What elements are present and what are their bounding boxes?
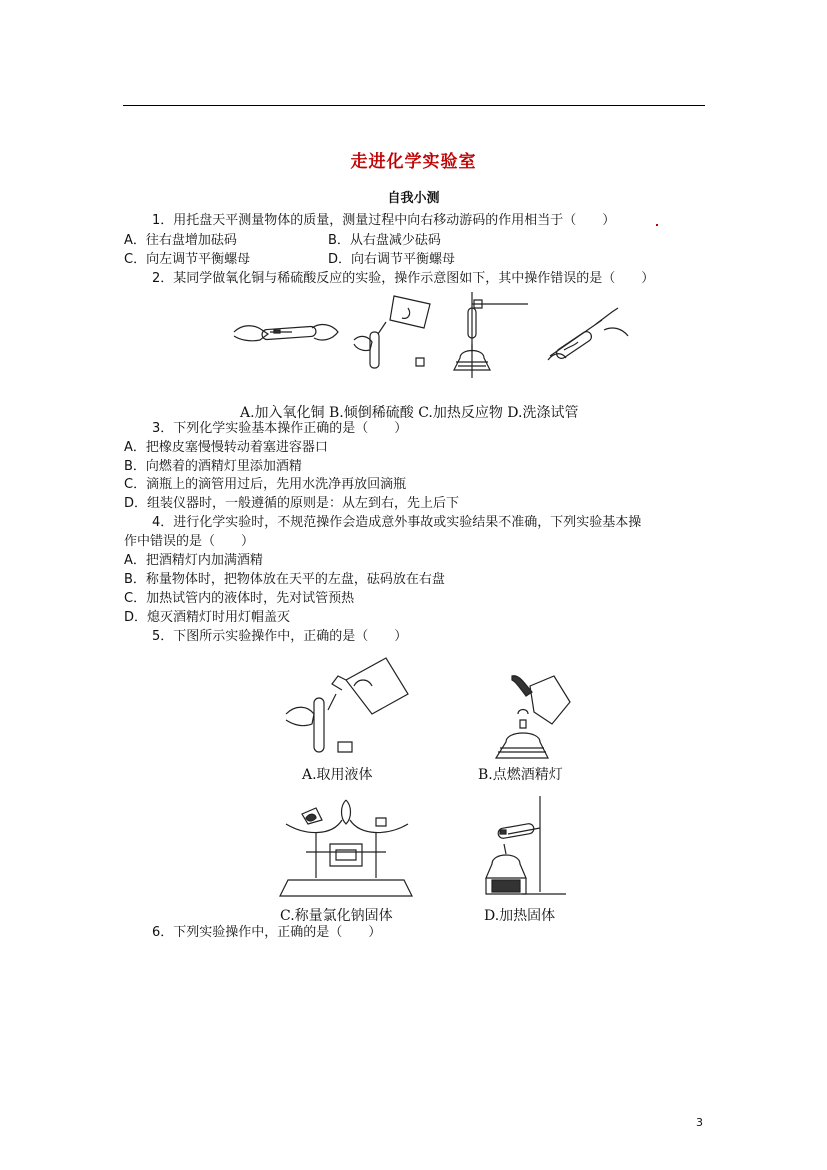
q5-caption-b: B.点燃酒精灯	[478, 767, 563, 783]
header-rule	[123, 105, 705, 106]
q6-stem: 6．下列实验操作中，正确的是（ ）	[152, 925, 382, 940]
q3-option-d: D．组装仪器时，一般遵循的原则是：从左到右，先上后下	[124, 496, 460, 511]
q1-option-a: A．往右盘增加砝码	[124, 233, 237, 248]
q2-stem: 2．某同学做氧化铜与稀硫酸反应的实验，操作示意图如下，其中操作错误的是（ ）	[152, 271, 655, 286]
page-number: 3	[696, 1116, 703, 1129]
q4-option-d: D．熄灭酒精灯时用灯帽盖灭	[124, 610, 291, 625]
q4-option-c: C．加热试管内的液体时，先对试管预热	[124, 591, 355, 606]
figure-light-lamp	[490, 672, 576, 764]
q4-stem-line1: 4．进行化学实验时，不规范操作会造成意外事故或实验结果不准确，下列实验基本操	[152, 515, 642, 530]
q4-stem-line2: 作中错误的是（ ）	[124, 534, 255, 549]
q3-option-b: B．向燃着的酒精灯里添加酒精	[124, 459, 302, 474]
section-subtitle: 自我小测	[387, 191, 440, 206]
figure-weigh-nacl	[276, 796, 416, 900]
q4-option-b: B．称量物体时，把物体放在天平的左盘，砝码放在右盘	[124, 572, 445, 587]
red-dot-mark	[656, 224, 658, 226]
figure-pour-acid	[352, 294, 438, 372]
q3-stem: 3．下列化学实验基本操作正确的是（ ）	[152, 421, 408, 436]
q5-stem: 5．下图所示实验操作中，正确的是（ ）	[152, 629, 408, 644]
q3-option-a: A．把橡皮塞慢慢转动着塞进容器口	[124, 440, 328, 455]
q1-option-d: D．向右调节平衡螺母	[328, 252, 456, 267]
figure-wash-tube	[546, 306, 632, 364]
q5-caption-a: A.取用液体	[302, 767, 373, 783]
q4-option-a: A．把酒精灯内加满酒精	[124, 553, 263, 568]
q5-caption-c: C.称量氯化钠固体	[280, 908, 393, 924]
figure-heat-reactant	[452, 288, 532, 380]
figure-add-copper-oxide	[232, 310, 342, 360]
q1-option-c: C．向左调节平衡螺母	[124, 252, 251, 267]
figure-take-liquid	[284, 650, 412, 760]
q2-figure-caption: A.加入氧化铜 B.倾倒稀硫酸 C.加热反应物 D.洗涤试管	[240, 405, 579, 421]
q5-caption-d: D.加热固体	[484, 908, 556, 924]
figure-heat-solid	[484, 792, 572, 902]
q1-option-b: B．从右盘减少砝码	[328, 233, 441, 248]
q1-stem: 1．用托盘天平测量物体的质量，测量过程中向右移动游码的作用相当于（ ）	[152, 213, 616, 228]
page-title: 走进化学实验室	[350, 152, 477, 172]
q3-option-c: C．滴瓶上的滴管用过后，先用水洗净再放回滴瓶	[124, 477, 407, 492]
